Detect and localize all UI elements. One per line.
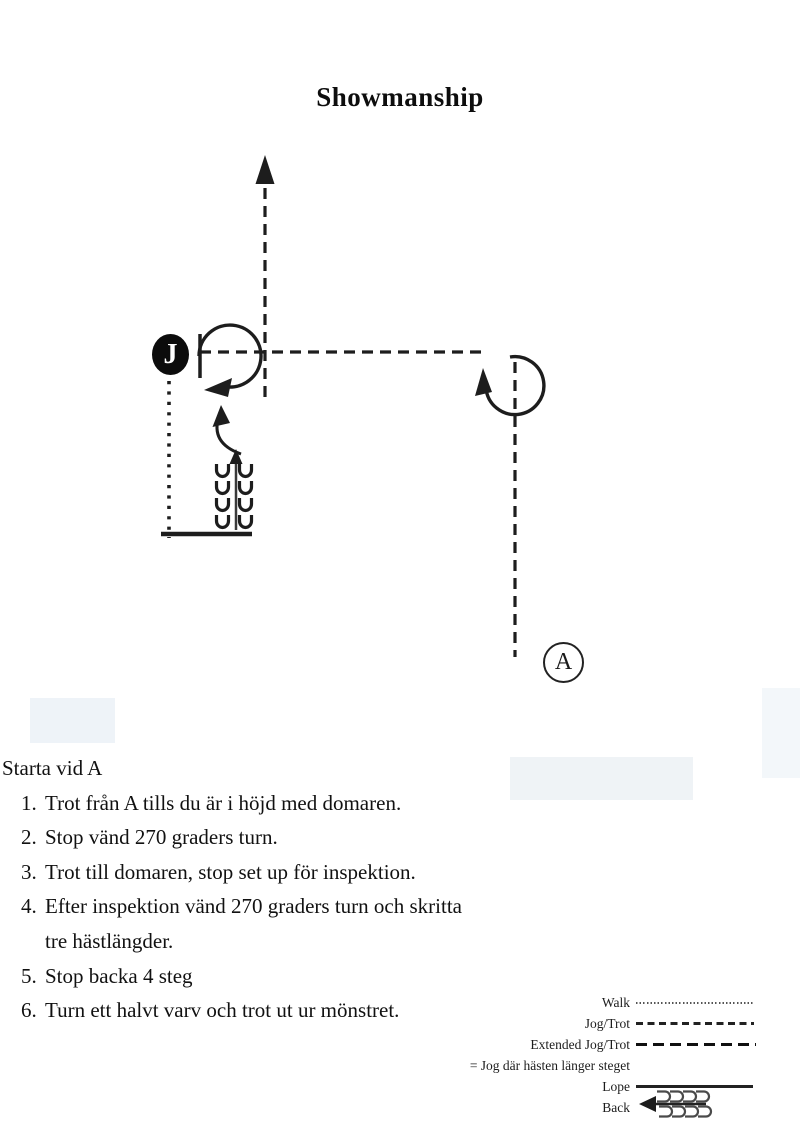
back-sample-icon [636, 1093, 756, 1123]
instruction-step: 5. Stop backa 4 steg [21, 963, 193, 988]
back-up-track-icon [217, 449, 252, 530]
page-title: Showmanship [316, 82, 484, 112]
gait-legend [420, 992, 765, 1118]
jog-trot-line-sample-icon [636, 1022, 756, 1024]
legend-row-walk: Walk [420, 992, 765, 1013]
turn-270-left-icon [199, 325, 261, 397]
legend-row-note: = Jog där hästen länger steget [469, 1057, 630, 1073]
legend-row-back: Back [420, 1097, 765, 1118]
judge-label: J [163, 338, 178, 370]
instructions-list [0, 751, 580, 1028]
walk-direction-arrow-icon [213, 405, 242, 454]
instruction-step: 4. Efter inspektion vänd 270 graders turn och skritta [21, 894, 462, 919]
instruction-step: 1. Trot från A tills du är i höjd med domaren. [21, 790, 402, 815]
walk-line-sample-icon [636, 1002, 756, 1004]
instruction-step-continuation: tre hästlängder. [45, 928, 174, 953]
legend-row-jog-trot: Jog/Trot [420, 1013, 765, 1034]
start-label: A [554, 649, 573, 675]
turn-270-right-icon [475, 357, 544, 415]
extended-jog-trot-line-sample-icon [636, 1043, 756, 1047]
legend-row-extended-jog-trot: Extended Jog/Trot [420, 1034, 765, 1055]
instruction-step: 2. Stop vänd 270 graders turn. [21, 825, 278, 850]
legend-row-lope: Lope [420, 1076, 765, 1097]
instruction-step: 6. Turn ett halvt varv och trot ut ur mönstret. [21, 998, 400, 1023]
lope-line-sample-icon [636, 1085, 756, 1087]
start-marker [543, 642, 584, 683]
instructions-intro: Starta vid A [2, 756, 103, 780]
instruction-step: 3. Trot till domaren, stop set up för inspektion. [21, 859, 416, 884]
exit-trot-line-icon [256, 155, 275, 397]
judge-marker [152, 334, 189, 375]
